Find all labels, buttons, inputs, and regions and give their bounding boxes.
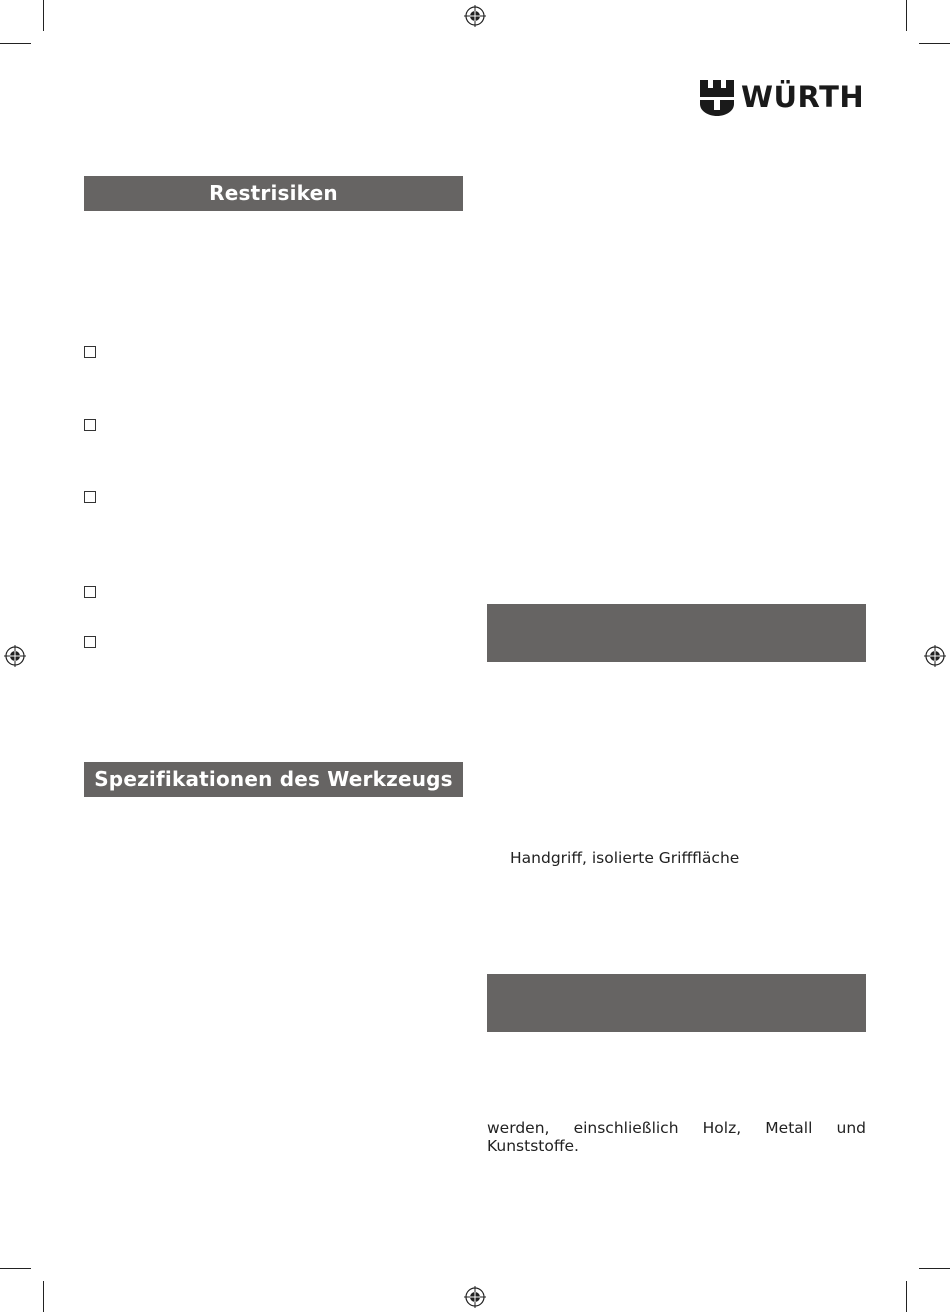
crop-mark-bottom-left-h bbox=[0, 1268, 31, 1269]
crop-mark-top-right-h bbox=[919, 43, 950, 44]
crop-mark-bottom-left-v bbox=[43, 1281, 44, 1312]
checkbox[interactable] bbox=[84, 419, 96, 431]
crop-mark-top-left-h bbox=[0, 43, 31, 44]
registration-mark-icon bbox=[464, 5, 486, 27]
handgriff-text: Handgriff, isolierte Grifffläche bbox=[510, 849, 740, 867]
registration-mark-icon bbox=[924, 645, 946, 667]
checkbox[interactable] bbox=[84, 491, 96, 503]
section-header-spezifikationen bbox=[84, 762, 463, 797]
section-header-restrisiken bbox=[84, 176, 463, 211]
werden-text: werden, einschließlich Holz, Metall und Kunststoffe. bbox=[487, 1119, 866, 1155]
section-header-bar bbox=[487, 974, 866, 1032]
registration-mark-icon bbox=[464, 1286, 486, 1308]
crop-mark-bottom-right-h bbox=[919, 1268, 950, 1269]
section-title: Restrisiken bbox=[209, 181, 338, 205]
crop-mark-top-right-v bbox=[906, 0, 907, 31]
checkbox[interactable] bbox=[84, 636, 96, 648]
section-header-bar bbox=[487, 604, 866, 662]
wurth-logo-icon bbox=[700, 80, 734, 116]
checkbox[interactable] bbox=[84, 346, 96, 358]
crop-mark-bottom-right-v bbox=[906, 1281, 907, 1312]
registration-mark-icon bbox=[4, 645, 26, 667]
checkbox[interactable] bbox=[84, 586, 96, 598]
section-title: Spezifikationen des Werkzeugs bbox=[94, 767, 453, 791]
brand-wordmark: WÜRTH bbox=[741, 80, 865, 114]
crop-mark-top-left-v bbox=[43, 0, 44, 31]
